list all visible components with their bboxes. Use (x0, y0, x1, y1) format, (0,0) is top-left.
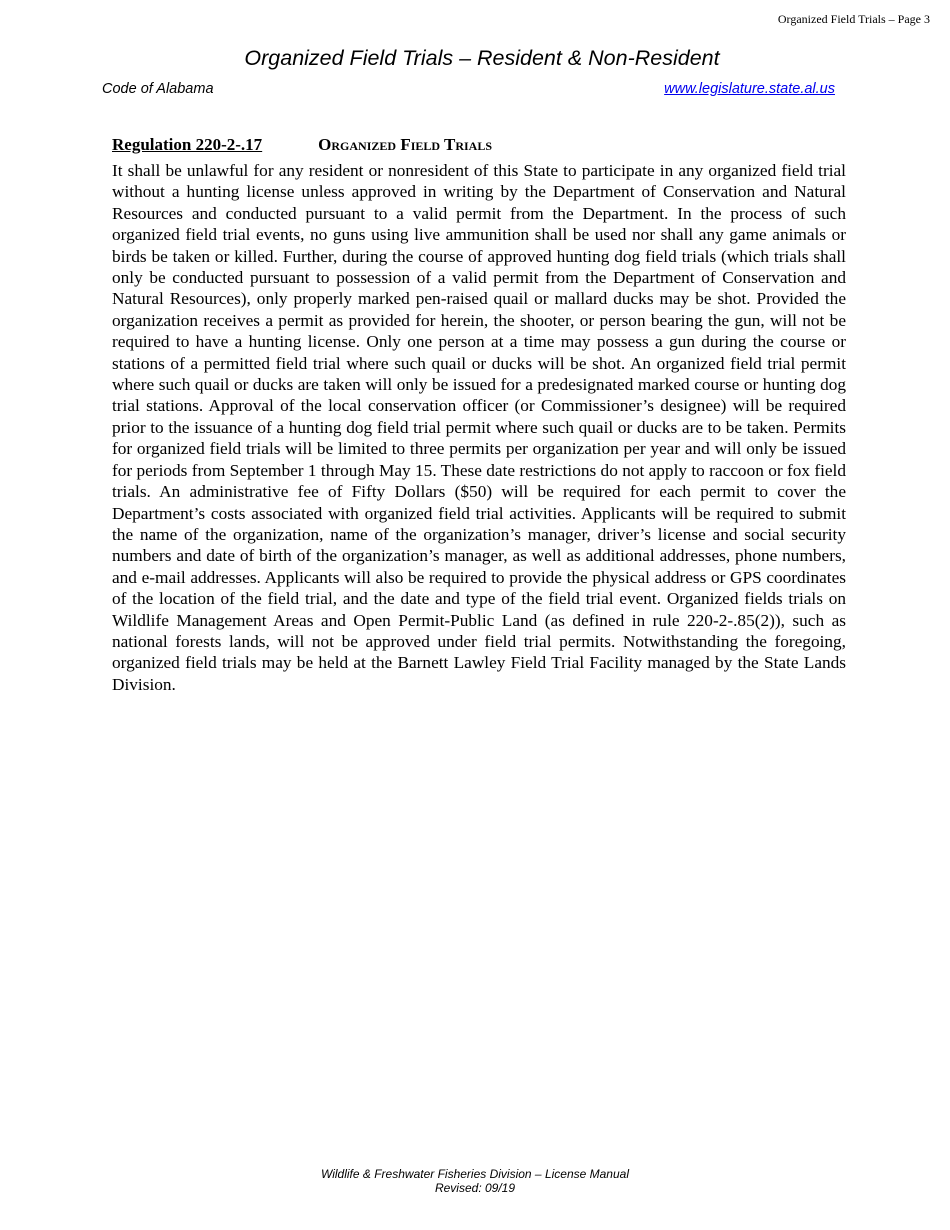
code-of-alabama-label: Code of Alabama (102, 81, 214, 97)
page-footer (0, 1167, 950, 1195)
regulation-body-text: It shall be unlawful for any resident or nonresident of this State to participate in any organized field trial without a hunting license unless approved in writing by the Department of Conservation and Natural Resources and conducted pursuant to a valid permit from the Department. In the process of such organized field trial events, no guns using live ammunition shall be used nor shall any game animals or birds be taken or killed. Further, during the course of approved hunting dog field trials (which trials shall only be conducted pursuant to possession of a valid permit from the Department of Conservation and Natural Resources), only properly marked pen-raised quail or mallard ducks may be shot. Provided the organization receives a permit as provided for herein, the shooter, or person bearing the gun, will not be required to have a hunting license. Only one person at a time may possess a gun during the course or stations of a permitted field trial where such quail or ducks will be shot. An organized field trial permit where such quail or ducks are taken will only be issued for a predesignated marked course or hunting dog trial stations. Approval of the local conservation officer (or Commissioner’s designee) will be required prior to the issuance of a hunting dog field trial permit where such quail or ducks are to be taken. Permits for organized field trials will be limited to three permits per organization per year and will only be issued for periods from September 1 through May 15. These date restrictions do not apply to raccoon or fox field trials. An administrative fee of Fifty Dollars ($50) will be required for each permit to cover the Department’s costs associated with organized field trial activities. Applicants will be required to submit the name of the organization, name of the organization’s manager, driver’s license and social security numbers and date of birth of the organization’s manager, as well as additional addresses, phone numbers, and e-mail addresses. Applicants will also be required to provide the physical address or GPS coordinates of the location of the field trial, and the date and type of the field trial event. Organized fields trials on Wildlife Management Areas and Open Permit-Public Land (as defined in rule 220-2-.85(2)), such as national forests lands, will not be approved under field trial permits. Notwithstanding the foregoing, organized field trials may be held at the Barnett Lawley Field Trial Facility managed by the State Lands Division. (112, 161, 846, 694)
document-title: Organized Field Trials – Resident & Non-Resident (244, 46, 720, 70)
regulation-heading (112, 135, 846, 155)
footer-division-line: Wildlife & Freshwater Fisheries Division – License Manual (320, 1167, 629, 1181)
regulation-number: Regulation 220-2-.17 (112, 135, 263, 154)
regulation-name: Organized Field Trials (318, 135, 493, 154)
legislature-website-link[interactable]: www.legislature.state.al.us (664, 81, 835, 97)
running-page-header: Organized Field Trials – Page 3 (777, 12, 930, 26)
footer-revised-line: Revised: 09/19 (434, 1181, 516, 1195)
